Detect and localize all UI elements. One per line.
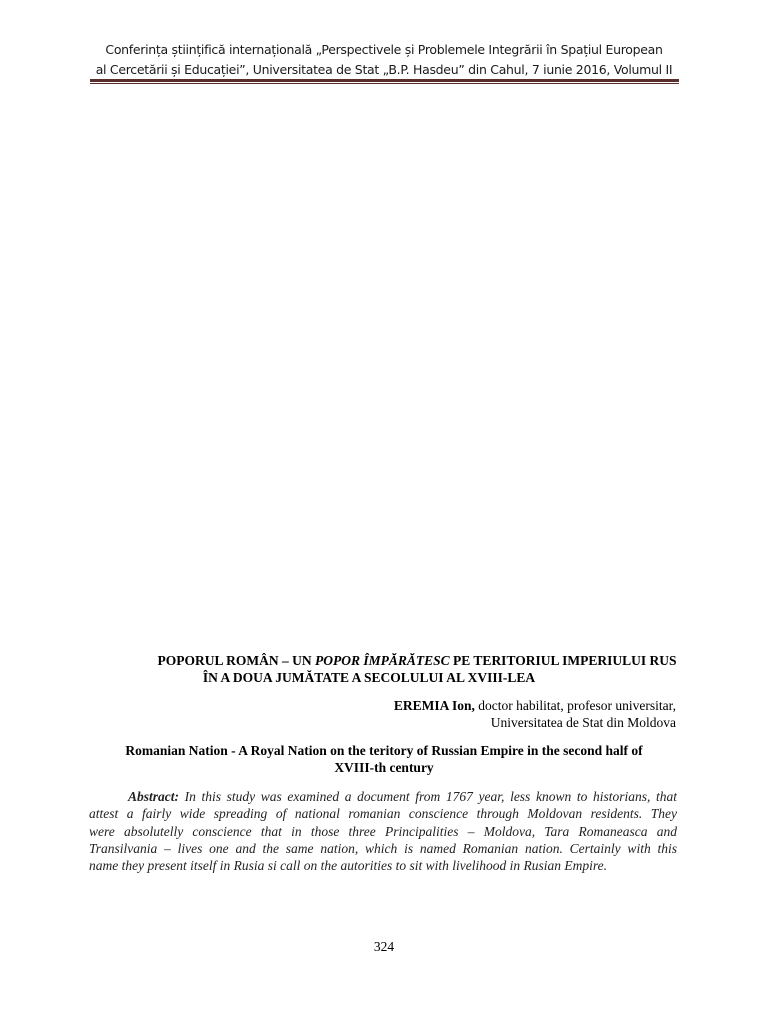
english-title	[60, 742, 708, 776]
abstract-line: Transilvania – lives one and the same nation, which is named Romanian nation. Certainly with this	[89, 840, 677, 856]
author-block	[394, 697, 676, 731]
abstract-text: In this study was examined a document from 1767 year, less known to historians, that	[179, 789, 677, 804]
article-title	[60, 652, 708, 686]
author-affiliation: Universitatea de Stat din Moldova	[490, 715, 676, 730]
english-title-line-1: Romanian Nation - A Royal Nation on the teritory of Russian Empire in the second half of	[125, 743, 643, 758]
author-name: EREMIA Ion,	[393, 698, 475, 713]
abstract-label: Abstract:	[128, 789, 180, 804]
abstract	[89, 788, 677, 874]
header-line-2: al Cercetării și Educației”, Universitatea de Stat „B.P. Hasdeu” din Cahul, 7 iunie 2016, Volumul II	[95, 62, 673, 77]
page-number: 324	[373, 939, 395, 954]
title-italic: POPOR ÎMPĂRĂTESC	[315, 653, 450, 668]
title-line-2: ÎN A DOUA JUMĂTATE A SECOLULUI AL XVIII-LEA	[202, 670, 536, 685]
abstract-line: attest a fairly wide spreading of national romanian conscience through Moldovan residents. They	[89, 806, 677, 822]
author-line	[394, 697, 676, 714]
abstract-line	[89, 788, 677, 805]
title-prefix: POPORUL ROMÂN – UN	[157, 653, 316, 668]
running-header	[60, 40, 708, 80]
author-titles: doctor habilitat, profesor universitar,	[474, 698, 676, 713]
header-line-1: Conferința științifică internațională „Perspectivele și Problemele Integrării în Spațiul European	[105, 42, 663, 57]
abstract-line: were absolutelly conscience that in those three Principalities – Moldova, Tara Romaneasca and	[89, 823, 677, 839]
title-line-1	[60, 652, 708, 669]
header-rule-thick	[90, 79, 679, 82]
title-suffix: PE TERITORIUL IMPERIULUI RUS	[449, 653, 677, 668]
english-title-line-2: XVIII-th century	[334, 760, 434, 775]
header-rule-thin	[90, 83, 679, 84]
abstract-line: name they present itself in Rusia si call on the autorities to sit with livelihood in Rusian Empire.	[89, 858, 607, 874]
